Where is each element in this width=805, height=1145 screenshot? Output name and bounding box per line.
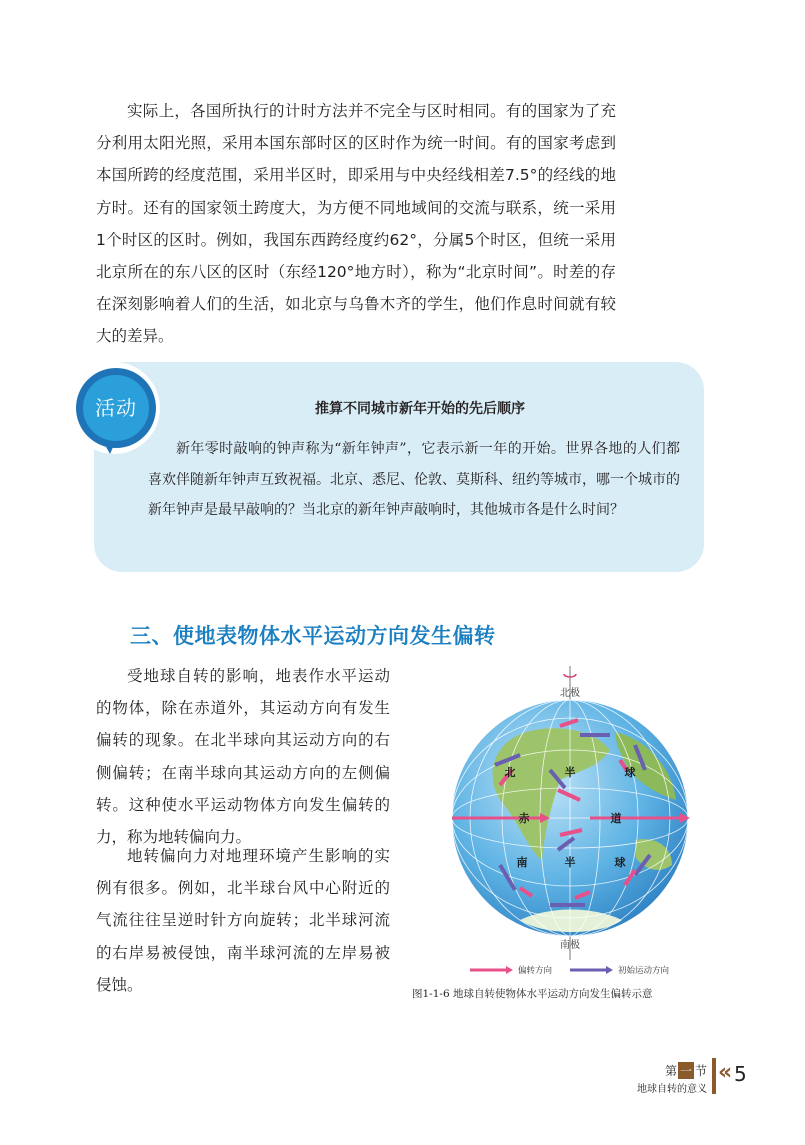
footer-suffix: 节 [694, 1064, 707, 1078]
activity-text: 新年零时敲响的钟声称为“新年钟声”，它表示新一年的开始。世界各地的人们都喜欢伴随新年钟声互致祝福。北京、悉尼、伦敦、莫斯科、纽约等城市，哪一个城市的新年钟声是最早敲响的？当北京的新年钟声敲响时，其他城市各是什么时间？ [148, 441, 680, 518]
label-south-2: 半 [564, 856, 576, 869]
label-south-1: 南 [516, 856, 528, 869]
body-paragraph-3: 地转偏向力对地理环境产生影响的实例有很多。例如，北半球台风中心附近的气流往往呈逆时针方向旋转；北半球河流的右岸易被侵蚀，南半球河流的左岸易被侵蚀。 [96, 847, 390, 994]
legend-initial-label: 初始运动方向 [618, 966, 670, 976]
legend-deflect-label: 偏转方向 [518, 966, 553, 976]
page-number: 5 [734, 1062, 747, 1086]
label-eq-1: 赤 [518, 812, 530, 825]
label-north-3: 球 [624, 766, 636, 779]
footer-bar [712, 1058, 716, 1094]
body-paragraph-1: 实际上，各国所执行的计时方法并不完全与区时相同。有的国家为了充分利用太阳光照，采用本国东部时区的区时作为统一时间。有的国家考虑到本国所跨的经度范围，采用半区时，即采用与中央经线相差7.5°的经线的地方时。还有的国家领土跨度大，为方便不同地域间的交流与联系，统一采用1个时区的区时。例如，我国东西跨经度约62°，分属5个时区，但统一采用北京所在的东八区的区时（东经120°地方时），称为“北京时间”。时差的存在深刻影响着人们的生活，如北京与乌鲁木齐的学生，他们作息时间就有较大的差异。 [96, 102, 616, 346]
label-south-3: 球 [614, 856, 626, 869]
body-paragraph-2: 受地球自转的影响，地表作水平运动的物体，除在赤道外，其运动方向有发生偏转的现象。在北半球向其运动方向的右侧偏转；在南半球向其运动方向的左侧偏转。这种使水平运动物体方向发生偏转的力，称为地转偏向力。 [96, 667, 390, 847]
label-north-2: 半 [564, 766, 576, 779]
footer-section-title: 地球自转的意义 [637, 1084, 707, 1095]
figure-caption: 图1-1-6 地球自转使物体水平运动方向发生偏转示意 [412, 988, 653, 1000]
north-pole-label: 北极 [560, 688, 580, 699]
chevron-left-icon: « [718, 1060, 733, 1085]
footer-section-number: 一 [679, 1064, 692, 1078]
south-pole-label: 南极 [560, 940, 580, 951]
footer-section [665, 1062, 707, 1079]
globe-diagram [440, 660, 700, 980]
activity-badge: 活动 [83, 375, 149, 441]
label-eq-2: 道 [610, 812, 622, 825]
activity-title: 推算不同城市新年开始的先后顺序 [315, 401, 525, 417]
footer-prefix: 第 [664, 1064, 677, 1078]
section-heading: 三、使地表物体水平运动方向发生偏转 [130, 624, 496, 648]
label-north-1: 北 [504, 766, 516, 779]
coriolis-figure [440, 660, 700, 980]
